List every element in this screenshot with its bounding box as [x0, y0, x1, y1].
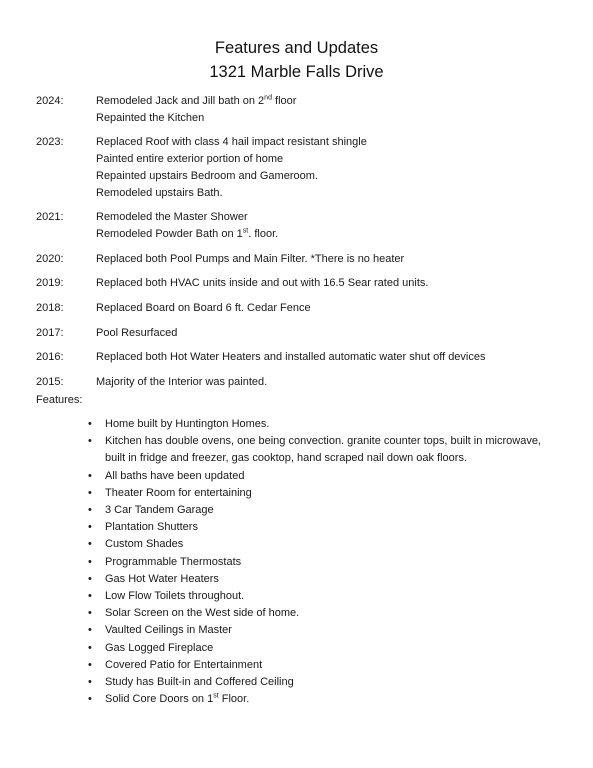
feature-item — [88, 588, 558, 605]
feature-item — [88, 657, 558, 674]
year-label: 2016: — [36, 351, 64, 364]
line-text: Kitchen has double ovens, one being convection. granite counter tops, built in microwave, built in fridge and freezer, gas cooktop, hand scraped nail down oak floors. — [105, 435, 541, 465]
line-text: Covered Patio for Entertainment — [105, 658, 263, 671]
feature-item — [88, 468, 558, 485]
year-row — [36, 93, 566, 127]
update-line — [96, 349, 566, 366]
bullet-icon: • — [88, 486, 92, 499]
feature-item — [88, 640, 558, 657]
bullet-icon: • — [88, 658, 92, 671]
line-text: Replaced both Pool Pumps and Main Filter. *There is no heater — [96, 252, 405, 265]
update-line — [96, 251, 566, 268]
line-text: Programmable Thermostats — [105, 555, 242, 568]
line-text: Replaced both Hot Water Heaters and installed automatic water shut off devices — [96, 351, 486, 364]
line-text: Remodeled Powder Bath on 1 — [96, 228, 243, 241]
line-text: Study has Built-in and Coffered Ceiling — [105, 676, 294, 689]
feature-item — [88, 416, 558, 433]
feature-item — [88, 622, 558, 639]
ordinal-suffix: st — [242, 227, 249, 235]
line-text: Vaulted Ceilings in Master — [105, 624, 232, 637]
line-text: Custom Shades — [105, 538, 184, 551]
page-title: Features and Updates — [214, 39, 379, 57]
features-label: Features: — [36, 394, 83, 406]
feature-item — [88, 605, 558, 622]
line-text: Plantation Shutters — [105, 521, 198, 534]
property-address: 1321 Marble Falls Drive — [209, 63, 384, 81]
update-line — [96, 275, 566, 292]
bullet-icon: • — [88, 641, 92, 654]
year-row — [36, 209, 566, 243]
feature-item — [88, 519, 558, 536]
year-updates — [96, 93, 566, 127]
year-row — [36, 325, 566, 342]
bullet-icon: • — [88, 590, 92, 603]
line-text: All baths have been updated — [105, 469, 245, 482]
title-block — [0, 36, 593, 84]
year-label: 2020: — [36, 252, 64, 265]
bullet-icon: • — [88, 538, 92, 551]
bullet-icon: • — [88, 435, 92, 448]
line-text-continued: Floor. — [218, 693, 250, 706]
update-line — [96, 93, 566, 110]
year-label: 2017: — [36, 326, 64, 339]
line-text: Painted entire exterior portion of home — [96, 153, 284, 166]
year-updates — [96, 325, 566, 342]
line-text: Replaced Roof with class 4 hail impact resistant shingle — [96, 136, 367, 149]
line-text: Repainted the Kitchen — [96, 111, 205, 124]
feature-item — [88, 536, 558, 553]
year-row — [36, 134, 566, 201]
update-line — [96, 226, 566, 243]
year-label: 2018: — [36, 301, 64, 314]
feature-item — [88, 485, 558, 502]
bullet-icon: • — [88, 572, 92, 585]
bullet-icon: • — [88, 555, 92, 568]
bullet-icon: • — [88, 469, 92, 482]
bullet-icon: • — [88, 693, 92, 706]
year-row — [36, 251, 566, 268]
line-text-continued: . floor. — [248, 228, 279, 241]
year-label: 2024: — [36, 95, 64, 107]
line-text-continued: floor — [271, 95, 297, 107]
year-updates — [96, 134, 566, 201]
year-updates — [96, 275, 566, 292]
bullet-icon: • — [88, 624, 92, 637]
line-text: Remodeled the Master Shower — [96, 211, 248, 224]
line-text: Theater Room for entertaining — [105, 486, 252, 499]
update-line — [96, 168, 566, 185]
line-text: 3 Car Tandem Garage — [105, 504, 214, 517]
bullet-icon: • — [88, 607, 92, 620]
year-row — [36, 349, 566, 366]
year-updates — [96, 209, 566, 243]
update-line — [96, 151, 566, 168]
year-label: 2019: — [36, 277, 64, 290]
bullet-icon: • — [88, 521, 92, 534]
update-line — [96, 325, 566, 342]
year-row — [36, 275, 566, 292]
line-text: Majority of the Interior was painted. — [96, 375, 268, 388]
line-text: Replaced both HVAC units inside and out with 16.5 Sear rated units. — [96, 277, 429, 290]
update-line — [96, 374, 566, 391]
line-text: Repainted upstairs Bedroom and Gameroom. — [96, 169, 318, 182]
line-text: Replaced Board on Board 6 ft. Cedar Fence — [96, 301, 311, 314]
line-text: Solid Core Doors on 1 — [105, 693, 214, 706]
line-text: Home built by Huntington Homes. — [105, 418, 270, 430]
update-line — [96, 209, 566, 226]
year-row — [36, 374, 566, 391]
year-updates — [96, 349, 566, 366]
line-text: Pool Resurfaced — [96, 326, 178, 339]
line-text: Low Flow Toilets throughout. — [105, 590, 245, 603]
feature-item — [88, 691, 558, 708]
feature-item — [88, 433, 558, 467]
feature-item — [88, 502, 558, 519]
year-updates — [96, 251, 566, 268]
line-text: Gas Logged Fireplace — [105, 641, 214, 654]
line-text: Remodeled upstairs Bath. — [96, 186, 223, 199]
update-line — [96, 110, 566, 127]
year-label: 2021: — [36, 211, 64, 224]
bullet-icon: • — [88, 504, 92, 517]
year-updates — [96, 374, 566, 391]
bullet-icon: • — [88, 418, 92, 430]
year-label: 2015: — [36, 375, 64, 388]
feature-item — [88, 554, 558, 571]
line-text: Gas Hot Water Heaters — [105, 572, 219, 585]
update-line — [96, 300, 566, 317]
ordinal-suffix: st — [213, 692, 219, 700]
update-line — [96, 134, 566, 151]
year-row — [36, 300, 566, 317]
bullet-icon: • — [88, 676, 92, 689]
ordinal-suffix: nd — [264, 94, 272, 102]
features-list — [88, 416, 558, 708]
line-text: Solar Screen on the West side of home. — [105, 607, 300, 620]
year-label: 2023: — [36, 136, 64, 149]
line-text: Remodeled Jack and Jill bath on 2 — [96, 95, 265, 107]
feature-item — [88, 571, 558, 588]
updates-by-year — [36, 93, 566, 398]
year-updates — [96, 300, 566, 317]
update-line — [96, 185, 566, 202]
feature-item — [88, 674, 558, 691]
